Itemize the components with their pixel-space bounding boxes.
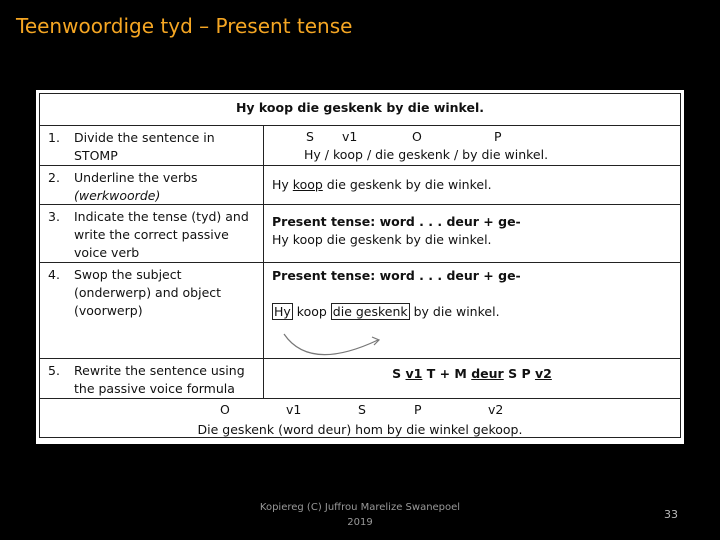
page-number: 33 (664, 508, 678, 521)
step-text: write the correct passive (74, 227, 229, 243)
object-box: die geskenk (332, 304, 408, 319)
label-v2: v2 (488, 402, 504, 417)
table-heading-row (40, 94, 680, 125)
step-number: 4. (48, 267, 60, 282)
step-text: voice verb (74, 245, 140, 261)
label-p: P (414, 402, 422, 417)
label-s: S (306, 129, 314, 144)
tense-rule: Present tense: word . . . deur + ge- (272, 268, 521, 283)
step-text: Rewrite the sentence using (74, 363, 245, 378)
step-text: Swop the subject (74, 267, 182, 282)
underlined-sentence: Hy koop die geskenk by die winkel. (272, 177, 492, 192)
step-row-2 (40, 165, 680, 204)
answer-row (40, 398, 680, 437)
sentence: Hy koop die geskenk by die winkel. (272, 232, 492, 247)
step-number: 5. (48, 363, 60, 378)
step-row-3 (40, 204, 680, 262)
divided-sentence: Hy / koop / die geskenk / by die winkel. (304, 147, 549, 162)
swap-sentence: Hy koop die geskenk by die winkel. (274, 304, 500, 319)
step-text: Indicate the tense (tyd) and (74, 209, 249, 224)
step-number: 2. (48, 170, 60, 185)
verb-underlined: koop (292, 177, 323, 192)
label-p: P (494, 129, 502, 144)
stomp-table (39, 93, 681, 438)
step-text: Divide the sentence in (74, 130, 215, 145)
swap-arrow-icon (280, 332, 390, 368)
table-heading: Hy koop die geskenk by die winkel. (235, 100, 485, 115)
copyright-footer: Kopiereg (C) Juffrou Marelize Swanepoel 2019 (259, 502, 461, 528)
slide-title: Teenwoordige tyd – Present tense (16, 14, 353, 38)
label-o: O (412, 129, 422, 144)
step-number: 3. (48, 209, 60, 224)
step-number: 1. (48, 130, 60, 145)
label-s: S (358, 402, 366, 417)
passive-formula: S v1 T + M deur S P v2 (392, 366, 552, 381)
step-text: (werkwoorde) (74, 188, 161, 204)
table-panel (36, 90, 684, 444)
step-text: (onderwerp) and object (74, 285, 222, 301)
step-text: the passive voice formula (74, 381, 235, 397)
answer-sentence: Die geskenk (word deur) hom by die winkel gekoop. (197, 422, 523, 437)
tense-rule: Present tense: word . . . deur + ge- (272, 214, 521, 229)
step-text: Underline the verbs (74, 170, 198, 185)
step-text: STOMP (74, 148, 118, 164)
label-v1: v1 (342, 129, 358, 144)
subject-box: Hy (274, 304, 291, 319)
label-v1: v1 (286, 402, 302, 417)
step-text: (voorwerp) (74, 303, 143, 319)
step-row-1 (40, 125, 680, 165)
label-o: O (220, 402, 230, 417)
